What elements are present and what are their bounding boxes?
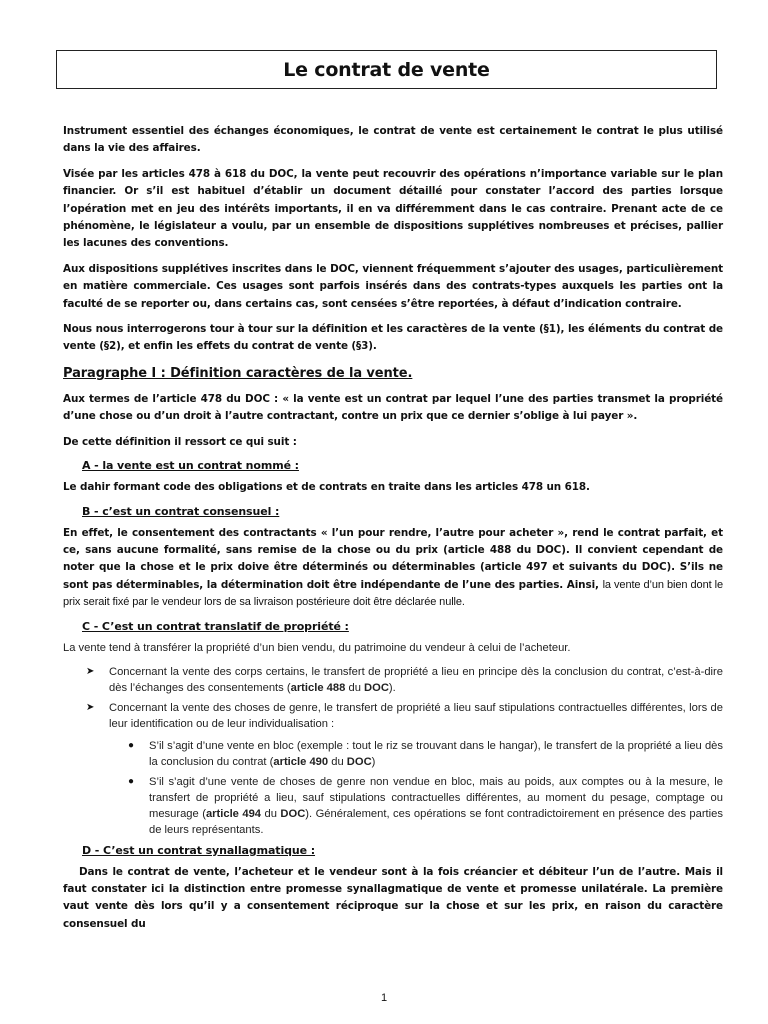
bullet-item-2-text: [149, 774, 723, 838]
bullet-list-item-2: [126, 774, 723, 838]
section-heading-paragraphe-1: Paragraphe I : Définition caractères de la vente.: [63, 365, 413, 381]
subheading-c: C - C’est un contrat translatif de propriété :: [82, 619, 349, 633]
intro-paragraph-4: Nous nous interrogerons tour à tour sur la définition et les caractères de la vente (§1), les éléments du contrat de vente (§2), et enfin les effets du contrat de vente (§3).: [63, 323, 723, 353]
ref-close: ).: [388, 681, 396, 694]
ref-close: ): [371, 755, 376, 768]
document-title: Le contrat de vente: [283, 58, 490, 81]
ref-connector: du: [261, 807, 281, 820]
round-bullet-icon: ●: [128, 739, 135, 751]
doc-ref: DOC: [280, 807, 306, 820]
paragraph-b: [63, 525, 723, 612]
bullet-item-1-text: [149, 738, 723, 770]
intro-paragraph-3: Aux dispositions supplétives inscrites dans le DOC, viennent fréquemment s’ajouter des usages, particulièrement en matière commerciale. Ces usages sont parfois insérés dans des contrats-types auxquels les parties ont la faculté de se reporter ou, dans certains cas, sont censées s’être reportées, à défaut d’indication contraire.: [63, 262, 723, 310]
arrow-item-1-text: [109, 664, 723, 696]
bullet-item-1-body: S’il s’agit d’une vente en bloc (exemple : tout le riz se trouvant dans le hangar), le transfert de la propriété a lieu dès la conclusion du contrat (: [149, 739, 723, 768]
subheading-d: D - C’est un contrat synallagmatique :: [82, 843, 316, 857]
arrow-bullet-icon: ➤: [86, 665, 95, 677]
arrow-bullet-icon: ➤: [86, 701, 95, 713]
ref-connector: du: [328, 755, 347, 768]
arrow-list-item-1: [86, 664, 723, 696]
ref-connector: du: [345, 681, 365, 694]
intro-paragraph-2: Visée par les articles 478 à 618 du DOC, la vente peut recouvrir des opérations n’importance variable sur le plan financier. Or s’il est habituel d’établir un document détaillé pour constater l’accord des parties lorsque l’opération met en jeu des intérêts importants, il en va différemment dans le cas contraire. Prenant acte de ce phénomène, le législateur a voulu, par un ensemble de dispositions supplétives nombreuses et précises, pallier les lacunes des conventions.: [63, 167, 723, 250]
doc-ref: DOC: [364, 681, 389, 694]
round-bullet-icon: ●: [128, 775, 135, 787]
ref-close: ). Généralement, ces opérations se font contradictoirement en présence des parties de leurs représentants.: [149, 807, 723, 836]
article-ref-494: article 494: [205, 807, 262, 820]
arrow-item-2-text: Concernant la vente des choses de genre, le transfert de propriété a lieu sauf stipulations contractuelles différentes, lors de leur identification ou de leur individualisation :: [109, 701, 723, 730]
paragraph-c-intro: La vente tend à transférer la propriété d’un bien vendu, du patrimoine du vendeur à celui de l’acheteur.: [63, 641, 571, 654]
paragraph-d: Dans le contrat de vente, l’acheteur et le vendeur sont à la fois créancier et débiteur l’un de l’autre. Mais il faut constater ici la distinction entre promesse synallagmatique de vente et promesse unilatérale. La première vaut vente dès lors qu’il y a consentement réciproque sur la chose et sur les prix, en raison du caractère consensuel du: [63, 865, 723, 930]
paragraph-b-bold: En effet, le consentement des contractants « l’un pour rendre, l’autre pour acheter », rend le contrat parfait, et ce, sans aucune formalité, sans remise de la chose ou du prix (article 488 du DOC). Il convient cependant de noter que la chose et le prix doive être déterminés ou déterminables (article 497 et suivants du DOC). S’ils ne sont pas déterminables, la détermination doit être indépendante de l’une des parties. Ainsi,: [63, 526, 723, 591]
article-ref-490: article 490: [273, 755, 329, 768]
intro-paragraph-1: Instrument essentiel des échanges économiques, le contrat de vente est certainement le contrat le plus utilisé dans la vie des affaires.: [63, 125, 723, 155]
arrow-list-item-2: [86, 700, 723, 838]
title-box: [56, 50, 717, 89]
article-ref-488: article 488: [290, 681, 346, 694]
subheading-b: B - c’est un contrat consensuel :: [82, 504, 280, 518]
subheading-a: A - la vente est un contrat nommé :: [82, 459, 299, 473]
bullet-list-item-1: [126, 738, 723, 770]
bullet-list: [126, 738, 723, 838]
doc-ref: DOC: [346, 755, 372, 768]
arrow-item-1-body: Concernant la vente des corps certains, le transfert de propriété a lieu en principe dès la conclusion du contrat, c’est-à-dire dès l’échanges des consentements (: [109, 665, 723, 694]
consequence-line: De cette définition il ressort ce qui suit :: [63, 435, 297, 448]
document-body: [63, 123, 723, 941]
arrow-list: [86, 664, 723, 838]
paragraph-a: Le dahir formant code des obligations et de contrats en traite dans les articles 478 un 618.: [63, 481, 590, 494]
bullet-item-2-body: S’il s’agit d’une vente de choses de genre non vendue en bloc, mais au poids, aux comptes ou à la mesure, le transfert de propriété a lieu, sauf stipulations contractuelles différentes, au moment du pesage, comptage ou mesurage (: [149, 775, 723, 820]
definition-paragraph: Aux termes de l’article 478 du DOC : « la vente est un contrat par lequel l’une des parties transmet la propriété d’une chose ou d’un droit à l’autre contractant, contre un prix que ce dernier s’oblige à lui payer ».: [63, 392, 723, 423]
paragraph-b-plain: la vente d’un bien dont le prix serait fixé par le vendeur lors de sa livraison postérieure doit être déclarée nulle.: [63, 578, 723, 609]
page-number: 1: [380, 992, 388, 1004]
